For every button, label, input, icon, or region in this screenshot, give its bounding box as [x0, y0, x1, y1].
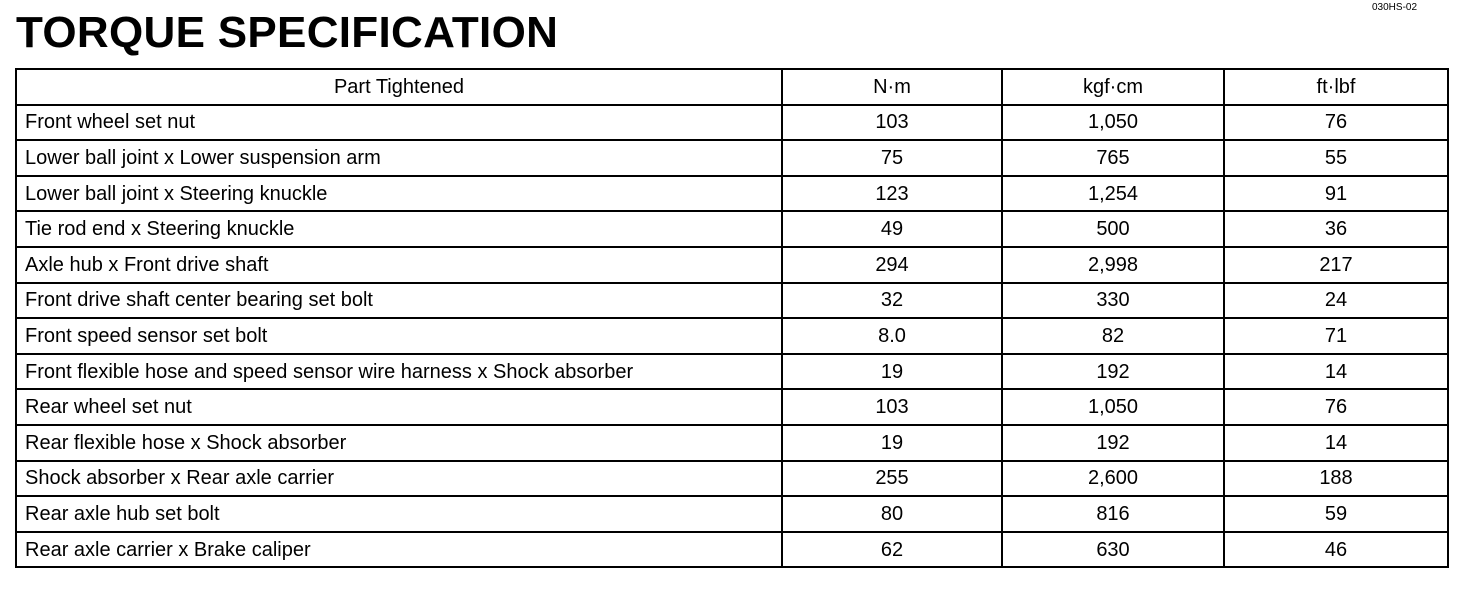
table-row — [16, 140, 1448, 176]
part-tightened-cell: Lower ball joint x Lower suspension arm — [16, 140, 782, 176]
part-tightened-cell: Lower ball joint x Steering knuckle — [16, 176, 782, 212]
ft-lbf-value-cell: 76 — [1224, 105, 1448, 141]
ft-lbf-value-cell: 217 — [1224, 247, 1448, 283]
kgf-cm-value-cell: 82 — [1002, 318, 1224, 354]
table-row — [16, 389, 1448, 425]
nm-value-cell: 32 — [782, 283, 1002, 319]
table-row — [16, 211, 1448, 247]
part-tightened-cell: Front flexible hose and speed sensor wire harness x Shock absorber — [16, 354, 782, 390]
kgf-cm-value-cell: 330 — [1002, 283, 1224, 319]
nm-value-cell: 75 — [782, 140, 1002, 176]
ft-lbf-value-cell: 14 — [1224, 425, 1448, 461]
kgf-cm-value-cell: 192 — [1002, 354, 1224, 390]
ft-lbf-value-cell: 76 — [1224, 389, 1448, 425]
table-header-row — [16, 69, 1448, 105]
nm-value-cell: 123 — [782, 176, 1002, 212]
nm-value-cell: 103 — [782, 389, 1002, 425]
kgf-cm-value-cell: 816 — [1002, 496, 1224, 532]
nm-value-cell: 49 — [782, 211, 1002, 247]
kgf-cm-value-cell: 192 — [1002, 425, 1224, 461]
part-tightened-cell: Axle hub x Front drive shaft — [16, 247, 782, 283]
header-kgf-cm: kgf·cm — [1002, 69, 1224, 105]
nm-value-cell: 103 — [782, 105, 1002, 141]
table-body — [16, 105, 1448, 568]
part-tightened-cell: Shock absorber x Rear axle carrier — [16, 461, 782, 497]
nm-value-cell: 62 — [782, 532, 1002, 568]
nm-value-cell: 8.0 — [782, 318, 1002, 354]
ft-lbf-value-cell: 188 — [1224, 461, 1448, 497]
kgf-cm-value-cell: 1,050 — [1002, 105, 1224, 141]
header-nm: N·m — [782, 69, 1002, 105]
part-tightened-cell: Front speed sensor set bolt — [16, 318, 782, 354]
kgf-cm-value-cell: 765 — [1002, 140, 1224, 176]
table-row — [16, 283, 1448, 319]
table-row — [16, 105, 1448, 141]
table-row — [16, 318, 1448, 354]
part-tightened-cell: Rear flexible hose x Shock absorber — [16, 425, 782, 461]
part-tightened-cell: Front wheel set nut — [16, 105, 782, 141]
part-tightened-cell: Rear wheel set nut — [16, 389, 782, 425]
nm-value-cell: 255 — [782, 461, 1002, 497]
ft-lbf-value-cell: 71 — [1224, 318, 1448, 354]
ft-lbf-value-cell: 36 — [1224, 211, 1448, 247]
ft-lbf-value-cell: 91 — [1224, 176, 1448, 212]
nm-value-cell: 19 — [782, 425, 1002, 461]
part-tightened-cell: Rear axle carrier x Brake caliper — [16, 532, 782, 568]
kgf-cm-value-cell: 2,998 — [1002, 247, 1224, 283]
nm-value-cell: 80 — [782, 496, 1002, 532]
table-row — [16, 532, 1448, 568]
nm-value-cell: 294 — [782, 247, 1002, 283]
header-part-tightened: Part Tightened — [16, 69, 782, 105]
table-row — [16, 461, 1448, 497]
header-ft-lbf: ft·lbf — [1224, 69, 1448, 105]
ft-lbf-value-cell: 46 — [1224, 532, 1448, 568]
table-row — [16, 354, 1448, 390]
table-row — [16, 425, 1448, 461]
kgf-cm-value-cell: 1,050 — [1002, 389, 1224, 425]
kgf-cm-value-cell: 1,254 — [1002, 176, 1224, 212]
part-tightened-cell: Front drive shaft center bearing set bolt — [16, 283, 782, 319]
table-row — [16, 496, 1448, 532]
document-code: 030HS-02 — [1372, 2, 1418, 13]
page-title: TORQUE SPECIFICATION — [16, 8, 559, 57]
torque-specification-table — [15, 68, 1449, 568]
part-tightened-cell: Rear axle hub set bolt — [16, 496, 782, 532]
ft-lbf-value-cell: 14 — [1224, 354, 1448, 390]
nm-value-cell: 19 — [782, 354, 1002, 390]
kgf-cm-value-cell: 2,600 — [1002, 461, 1224, 497]
ft-lbf-value-cell: 59 — [1224, 496, 1448, 532]
ft-lbf-value-cell: 55 — [1224, 140, 1448, 176]
ft-lbf-value-cell: 24 — [1224, 283, 1448, 319]
table-row — [16, 247, 1448, 283]
part-tightened-cell: Tie rod end x Steering knuckle — [16, 211, 782, 247]
kgf-cm-value-cell: 630 — [1002, 532, 1224, 568]
kgf-cm-value-cell: 500 — [1002, 211, 1224, 247]
table-row — [16, 176, 1448, 212]
